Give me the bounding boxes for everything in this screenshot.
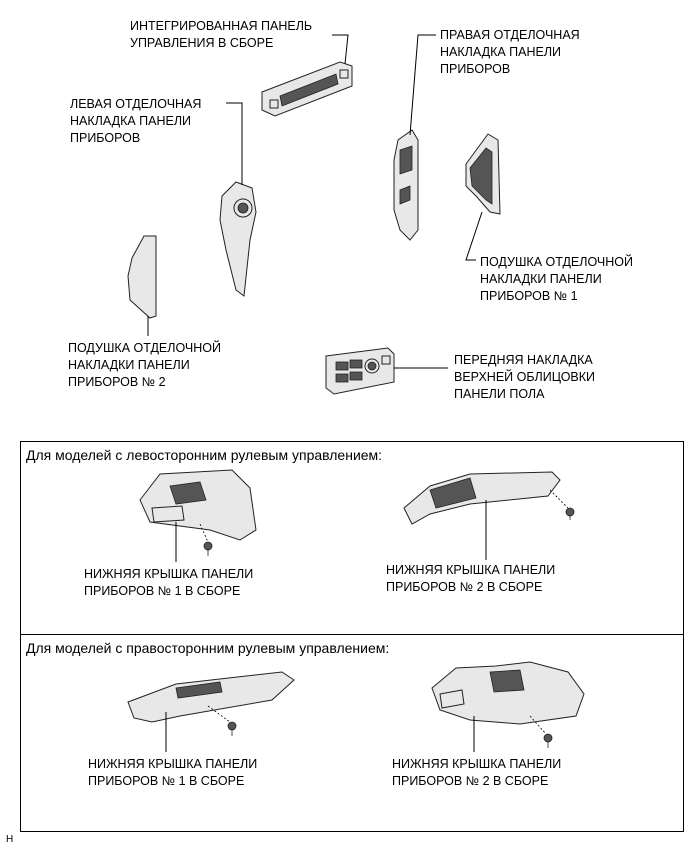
integrated-control-panel-drawing (262, 62, 352, 116)
right-trim-leader (410, 35, 436, 135)
footer-code: H (6, 834, 14, 845)
cushion-2-drawing (128, 236, 156, 318)
label-rhd-cover-1: НИЖНЯЯ КРЫШКА ПАНЕЛИ ПРИБОРОВ № 1 В СБОРЕ (88, 757, 258, 788)
label-right-trim: ПРАВАЯ ОТДЕЛОЧНАЯ НАКЛАДКА ПАНЕЛИ ПРИБОРОВ (440, 28, 580, 76)
lhd-section-title: Для моделей с левосторонним рулевым управлением: (26, 447, 383, 463)
label-lhd-cover-2: НИЖНЯЯ КРЫШКА ПАНЕЛИ ПРИБОРОВ № 2 В СБОРЕ (386, 563, 556, 594)
label-cushion-2: ПОДУШКА ОТДЕЛОЧНОЙ НАКЛАДКИ ПАНЕЛИ ПРИБОРОВ № 2 (68, 341, 221, 389)
integrated-panel-leader (332, 35, 348, 64)
left-trim-leader (226, 103, 242, 185)
lhd-section-box (20, 441, 684, 635)
label-rhd-cover-2: НИЖНЯЯ КРЫШКА ПАНЕЛИ ПРИБОРОВ № 2 В СБОРЕ (392, 757, 562, 788)
cushion-1-leader (466, 212, 482, 260)
right-trim-drawing (394, 130, 418, 240)
label-lhd-cover-1: НИЖНЯЯ КРЫШКА ПАНЕЛИ ПРИБОРОВ № 1 В СБОРЕ (84, 567, 254, 598)
left-trim-drawing (220, 182, 256, 296)
front-console-drawing (326, 348, 394, 394)
cushion-1-drawing (466, 134, 500, 214)
label-front-console: ПЕРЕДНЯЯ НАКЛАДКА ВЕРХНЕЙ ОБЛИЦОВКИ ПАНЕЛИ ПОЛА (454, 353, 596, 401)
label-left-trim: ЛЕВАЯ ОТДЕЛОЧНАЯ НАКЛАДКА ПАНЕЛИ ПРИБОРОВ (70, 97, 202, 145)
label-cushion-1: ПОДУШКА ОТДЕЛОЧНОЙ НАКЛАДКИ ПАНЕЛИ ПРИБОРОВ № 1 (480, 255, 633, 303)
rhd-section-title: Для моделей с правосторонним рулевым управлением: (26, 640, 390, 656)
label-integrated-panel: ИНТЕГРИРОВАННАЯ ПАНЕЛЬ УПРАВЛЕНИЯ В СБОРЕ (130, 19, 313, 50)
rhd-section-box (20, 634, 684, 832)
